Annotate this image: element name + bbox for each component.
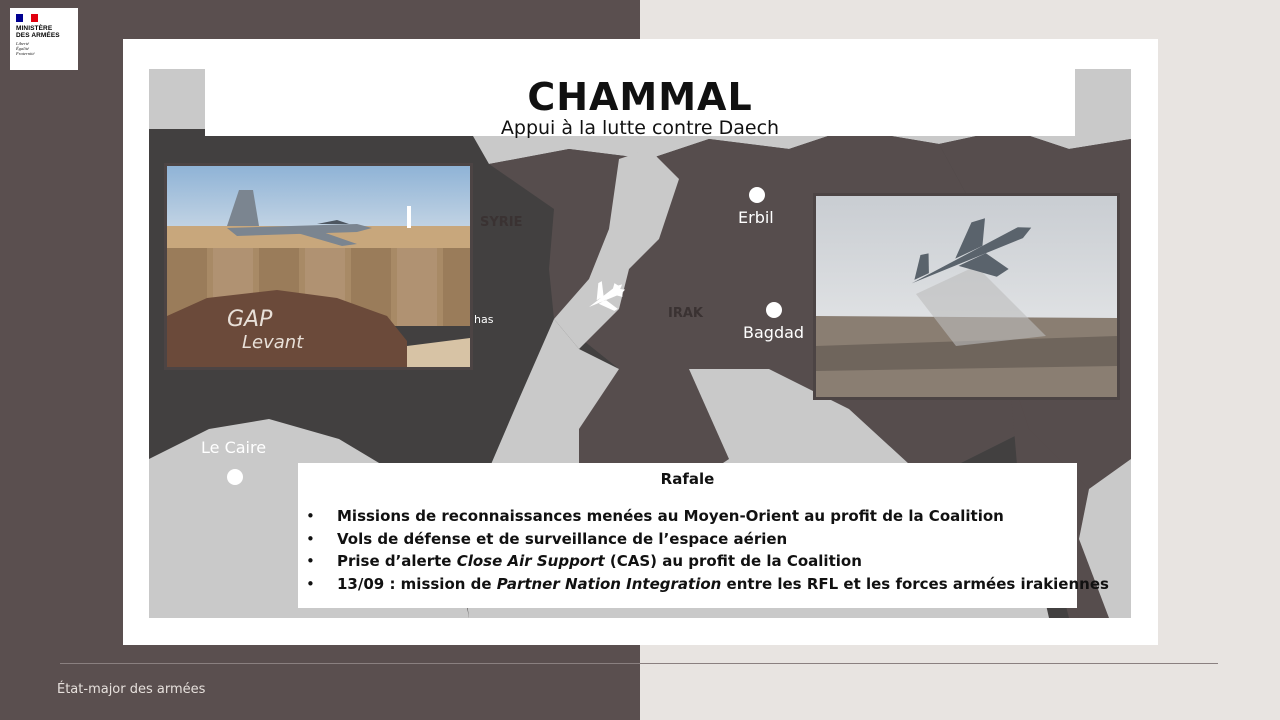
- bullet-text-part: entre les RFL et les forces armées irakiennes: [721, 574, 1109, 593]
- bullet-dot-icon: •: [306, 529, 315, 548]
- bullet-dot-icon: •: [306, 552, 315, 570]
- logo-motto-liberte: Liberté: [16, 41, 29, 46]
- photo-left-sand: [407, 338, 470, 367]
- bullet-text-part: Missions de reconnaissances menées au Moyen-Orient au profit de la Coalition: [337, 507, 1004, 525]
- bullet-item: [306, 550, 1077, 573]
- footer-text: État-major des armées: [57, 682, 206, 697]
- map-label-erbil: Erbil: [738, 208, 774, 227]
- french-flag-icon: [16, 14, 38, 22]
- bullet-text-part: Partner Nation Integration: [496, 574, 722, 593]
- logo-title-line-1: MINISTÈRE: [16, 25, 53, 32]
- map-label-partial-city: has: [474, 313, 494, 326]
- bullet-text-part: 13/09 : mission de: [337, 574, 497, 593]
- photo-rafale-ground: [164, 163, 473, 370]
- photo-rafale-flight: [813, 193, 1120, 400]
- logo-title-line-2: DES ARMÉES: [16, 32, 60, 39]
- bullet-text-part: Prise d’alerte: [337, 552, 457, 570]
- bullet-text-part: Vols de défense et de surveillance de l’espace aérien: [337, 529, 788, 548]
- bullet-text-part: Close Air Support: [456, 552, 605, 570]
- map-label-irak: IRAK: [668, 306, 703, 321]
- logo-motto-fraternite: Fraternité: [16, 51, 35, 56]
- bullet-dot-icon: •: [306, 574, 315, 593]
- flag-stripe-red: [31, 14, 38, 22]
- photo-left-tower: [407, 206, 411, 228]
- map-label-syrie: SYRIE: [480, 215, 523, 230]
- city-dot-erbil: [749, 187, 765, 203]
- footer-divider: [60, 663, 1218, 664]
- ministry-logo: [10, 8, 78, 70]
- info-box: [298, 463, 1109, 608]
- city-dot-le-caire: [227, 469, 243, 485]
- map-label-bagdad: Bagdad: [743, 323, 805, 342]
- page-title: CHAMMAL: [527, 75, 753, 119]
- page-subtitle: Appui à la lutte contre Daech: [500, 117, 780, 139]
- bullet-item: [306, 528, 1077, 551]
- title-box: [205, 69, 1075, 139]
- city-dot-bagdad: [766, 302, 782, 318]
- flag-stripe-blue: [16, 14, 23, 22]
- map-label-le-caire: Le Caire: [201, 438, 267, 457]
- painted-text-gap: GAP: [227, 307, 273, 332]
- bullet-item: [306, 573, 1109, 596]
- painted-text-levant: Levant: [242, 332, 304, 353]
- bullet-dot-icon: •: [306, 507, 315, 525]
- logo-motto-egalite: Égalité: [16, 46, 29, 51]
- bullet-text-part: (CAS) au profit de la Coalition: [604, 552, 862, 570]
- flag-stripe-white: [23, 14, 30, 22]
- bullet-list: [298, 505, 1109, 595]
- info-heading: Rafale: [660, 470, 715, 488]
- bullet-item: [306, 505, 1077, 528]
